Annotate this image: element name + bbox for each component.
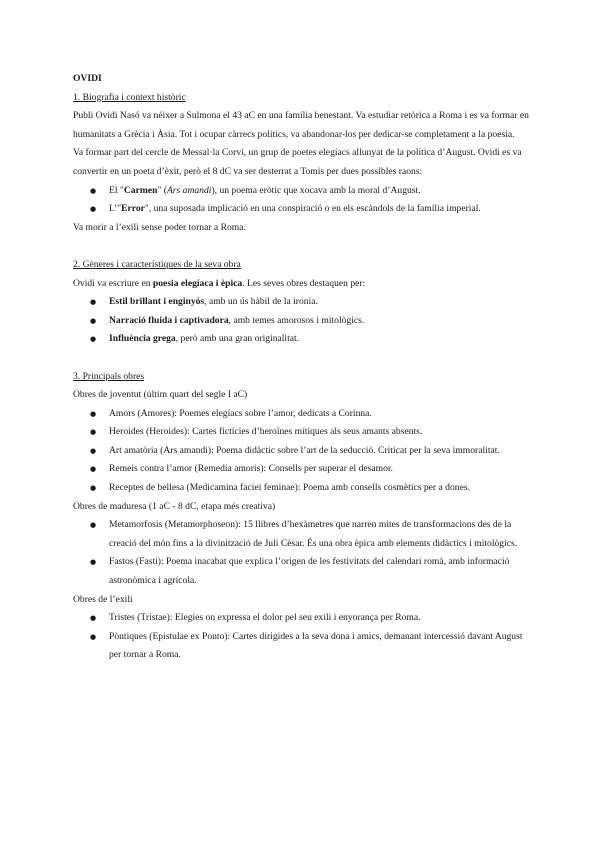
group-label-youth: Obres de joventut (últim quart del segle I aC) (73, 389, 248, 401)
maturity-works-list (73, 516, 529, 590)
list-item: ● Art amatòria (Ars amandi): Poema didàctic sobre l’art de la seducció. Criticat per la seva immoralitat. (73, 442, 529, 461)
list-item: ● Fastos (Fasti): Poema inacabat que explica l’origen de les festivitats del calendari romà, amb informació astronòmica i agrícola. (73, 553, 529, 590)
group-label-exile: Obres de l’exili (73, 593, 133, 605)
paragraph: Va formar part del cercle de Messal·la Corví, un grup de poetes elegíacs allunyat de la política d’August. Ovidi es va convertir en un poeta d’èxit, però el 8 dC va ser desterrat a Tomis per dues possibles raons: (73, 147, 522, 177)
list-item: ● Receptes de bellesa (Medicamina faciei feminae): Poema amb consells cosmètics per a dones. (73, 479, 529, 498)
paragraph: Va morir a l’exili sense poder tornar a Roma. (73, 221, 246, 233)
spacer (73, 237, 529, 256)
spacer (73, 349, 529, 368)
list-item: ● Influència grega, però amb una gran originalitat. (73, 330, 529, 349)
group-label-maturity: Obres de maduresa (1 aC - 8 dC, etapa més creativa) (73, 500, 276, 512)
list-item: ● Estil brillant i enginyós, amb un ús hàbil de la ironia. (73, 293, 529, 312)
list-item: ● Tristes (Tristae): Elegies on expressa el dolor pel seu exili i enyorança per Roma. (73, 609, 529, 628)
list-item: ● El "Carmen" (Ars amandi), un poema eròtic que xocava amb la moral d’August. (73, 182, 529, 201)
section-heading-biography: 1. Biografia i context històric (73, 91, 186, 103)
document-title: OVIDI (73, 73, 102, 84)
section-heading-genres: 2. Gèneres i característiques de la seva obra (73, 258, 241, 270)
exile-reasons-list (73, 182, 529, 219)
paragraph: Ovidi va escriure en poesia elegíaca i èpica. Les seves obres destaquen per: (73, 277, 366, 289)
exile-works-list (73, 609, 529, 665)
list-item: ● Pòntiques (Epistulae ex Ponto): Cartes dirigides a la seva dona i amics, demanant intercessió davant August per tornar a Roma. (73, 628, 529, 665)
list-item: ● Remeis contra l’amor (Remedia amoris): Consells per superar el desamor. (73, 460, 529, 479)
paragraph: Publi Ovidi Nasó va néixer a Sulmona el 43 aC en una família benestant. Va estudiar retòrica a Roma i es va formar en humanitats a Grècia i Àsia. Tot i ocupar càrrecs polítics, va abandonar-los per dedicar-se completament a la poesia. (73, 110, 529, 140)
list-item: ● L’"Error", una suposada implicació en una conspiració o en els escàndols de la família imperial. (73, 200, 529, 219)
list-item: ● Narració fluida i captivadora, amb temes amorosos i mitològics. (73, 312, 529, 331)
features-list (73, 293, 529, 349)
section-heading-works: 3. Principals obres (73, 370, 145, 382)
youth-works-list (73, 405, 529, 498)
document-body (73, 70, 529, 665)
list-item: ● Heroides (Heroides): Cartes fictícies d’heroïnes mítiques als seus amants absents. (73, 423, 529, 442)
list-item: ● Amors (Amores): Poemes elegíacs sobre l’amor, dedicats a Corinna. (73, 405, 529, 424)
list-item: ● Metamorfosis (Metamorphoseon): 15 llibres d’hexàmetres que narren mites de transformacions des de la creació del món fins a la divinització de Juli Cèsar. És una obra èpica amb elements didàctics i mitològics. (73, 516, 529, 553)
